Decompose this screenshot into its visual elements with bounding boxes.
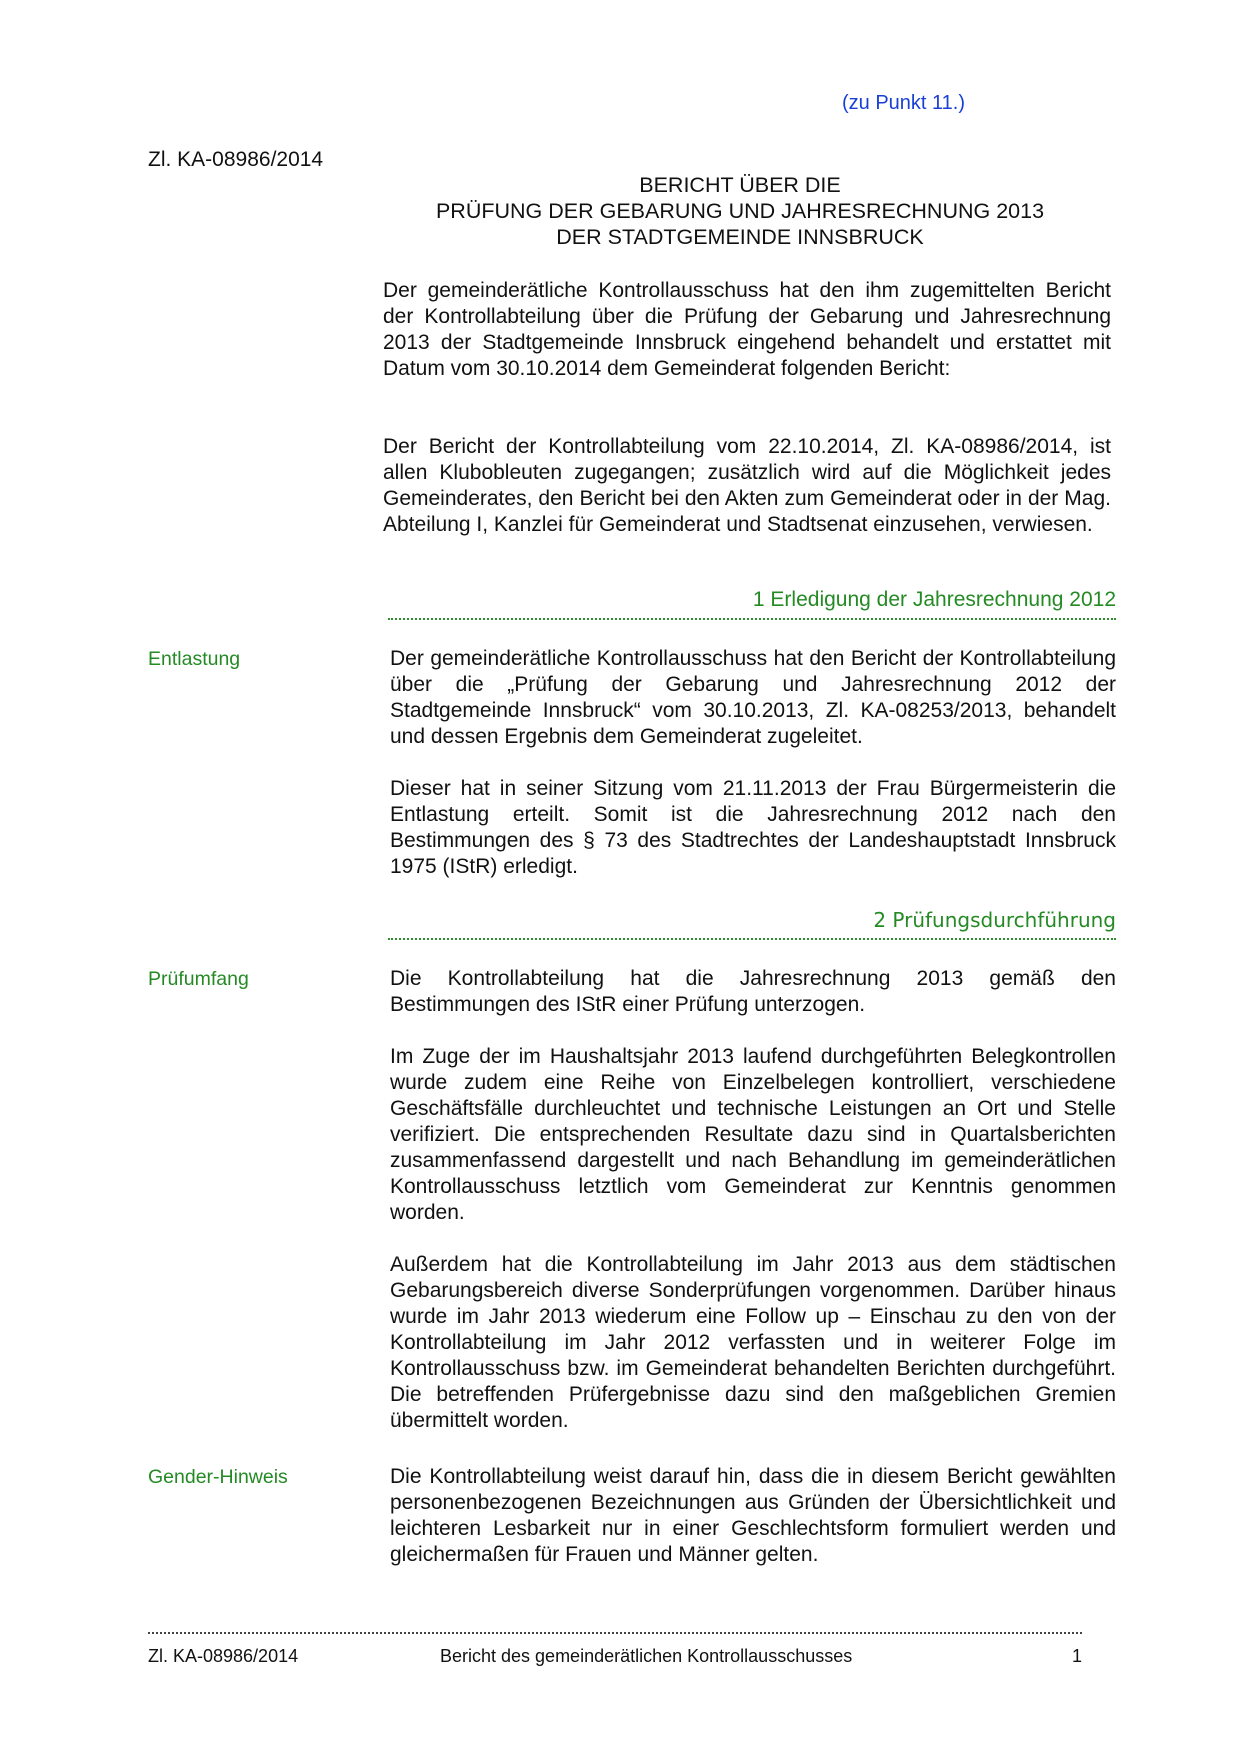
section-2-paragraph-1: Die Kontrollabteilung hat die Jahresrechnung 2013 gemäß den Bestimmungen des IStR einer Prüfung unterzogen. xyxy=(390,967,1116,1016)
file-number: Zl. KA-08986/2014 xyxy=(148,148,324,171)
report-title-line-2: PRÜFUNG DER GEBARUNG UND JAHRESRECHNUNG 2013 xyxy=(435,199,1045,223)
report-title-line-3: DER STADTGEMEINDE INNSBRUCK xyxy=(556,225,924,249)
page-number: 1 xyxy=(1072,1646,1083,1666)
agenda-reference: (zu Punkt 11.) xyxy=(842,92,966,114)
side-label-entlastung: Entlastung xyxy=(148,648,241,670)
report-title-line-1: BERICHT ÜBER DIE xyxy=(639,173,841,197)
footer-divider xyxy=(148,1632,1082,1634)
footer-title: Bericht des gemeinderätlichen Kontrollausschusses xyxy=(440,1646,853,1666)
side-label-gender-hinweis: Gender-Hinweis xyxy=(148,1466,288,1488)
section-2-paragraph-2: Im Zuge der im Haushaltsjahr 2013 laufend durchgeführten Belegkontrollen wurde zudem eine Reihe von Einzelbelegen kontrolliert, verschiedene Geschäftsfälle durchleuchtet und technische Leistungen an Ort und Stelle verifiziert. Die entsprechenden Resultate dazu sind in Quartalsberichten zusammenfassend dargestellt und nach Behandlung im gemeinderätlichen Kontrollausschuss letztlich vom Gemeinderat zur Kenntnis genommen worden. xyxy=(390,1045,1116,1224)
section-1-paragraph-2: Dieser hat in seiner Sitzung vom 21.11.2013 der Frau Bürgermeisterin die Entlastung erteilt. Somit ist die Jahresrechnung 2012 nach den Bestimmungen des § 73 des Stadtrechtes der Landeshauptstadt Innsbruck 1975 (IStR) erledigt. xyxy=(390,777,1116,878)
section-1-paragraph-1: Der gemeinderätliche Kontrollausschuss hat den Bericht der Kontrollabteilung über die „Prüfung der Gebarung und Jahresrechnung 2012 der Stadtgemeinde Innsbruck“ vom 30.10.2013, Zl. KA-08253/2013, behandelt und dessen Ergebnis dem Gemeinderat zugeleitet. xyxy=(390,647,1116,748)
section-1-heading: 1 Erledigung der Jahresrechnung 2012 xyxy=(388,588,1116,620)
section-2-heading: 2 Prüfungsdurchführung xyxy=(388,908,1116,940)
intro-paragraph-2: Der Bericht der Kontrollabteilung vom 22.10.2014, Zl. KA-08986/2014, ist allen Klubobleuten zugegangen; zusätzlich wird auf die Möglichkeit jedes Gemeinderates, den Bericht bei den Akten zum Gemeinderat oder in der Mag. Abteilung I, Kanzlei für Gemeinderat und Stadtsenat einzusehen, verwiesen. xyxy=(383,435,1111,536)
section-2-paragraph-4: Die Kontrollabteilung weist darauf hin, dass die in diesem Bericht gewählten personenbezogenen Bezeichnungen aus Gründen der Übersichtlichkeit und leichteren Lesbarkeit nur in einer Geschlechtsform formuliert werden und gleichermaßen für Frauen und Männer gelten. xyxy=(390,1465,1116,1566)
intro-paragraph-1: Der gemeinderätliche Kontrollausschuss hat den ihm zugemittelten Bericht der Kontrollabteilung über die Prüfung der Gebarung und Jahresrechnung 2013 der Stadtgemeinde Innsbruck eingehend behandelt und erstattet mit Datum vom 30.10.2014 dem Gemeinderat folgenden Bericht: xyxy=(383,279,1111,380)
side-label-pruefumfang: Prüfumfang xyxy=(148,968,249,990)
section-2-paragraph-3: Außerdem hat die Kontrollabteilung im Jahr 2013 aus dem städtischen Gebarungsbereich diverse Sonderprüfungen vorgenommen. Darüber hinaus wurde im Jahr 2013 wiederum eine Follow up – Einschau zu den von der Kontrollabteilung im Jahr 2012 verfassten und in weiterer Folge im Kontrollausschuss bzw. im Gemeinderat behandelten Berichten durchgeführt. Die betreffenden Prüfergebnisse dazu sind den maßgeblichen Gremien übermittelt worden. xyxy=(390,1253,1116,1432)
footer-file-number: Zl. KA-08986/2014 xyxy=(148,1646,299,1666)
